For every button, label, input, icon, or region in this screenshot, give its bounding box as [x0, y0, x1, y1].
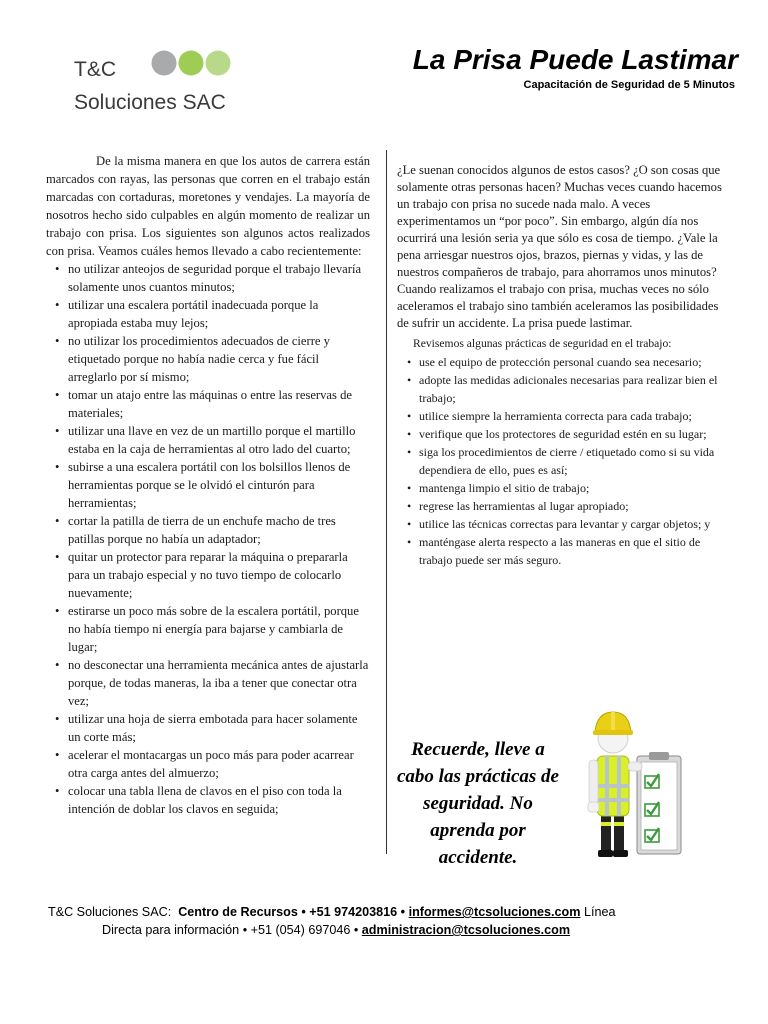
safety-practice-item: • regrese las herramientas al lugar apropiado; [397, 497, 727, 515]
logo-text-soluciones: Soluciones SAC [74, 91, 226, 114]
safety-practice-item: • verifique que los protectores de seguridad estén en su lugar; [397, 425, 727, 443]
footer-line-1 [48, 903, 615, 921]
column-divider [386, 150, 387, 854]
footer-company: T&C Soluciones SAC: [48, 905, 172, 919]
hurry-act-item: • subirse a una escalera portátil con los bolsillos llenos de herramientas porque se le olvidó el cinturón para herramientas; [46, 458, 370, 512]
logo-text-tc: T&C [74, 58, 116, 81]
footer-line-2 [102, 921, 570, 939]
hurry-act-item: • no utilizar los procedimientos adecuados de cierre y etiquetado porque no había nadie cerca y fue fácil arreglarlo por sí mismo; [46, 332, 370, 386]
safety-practice-item: • utilice siempre la herramienta correcta para cada trabajo; [397, 407, 727, 425]
page-title: La Prisa Puede Lastimar [412, 44, 738, 75]
safety-practice-item: • utilice las técnicas correctas para levantar y cargar objetos; y [397, 515, 727, 533]
footer-email-informes[interactable]: informes@tcsoluciones.com [408, 905, 581, 919]
hurry-act-item: • estirarse un poco más sobre de la escalera portátil, porque no había tiempo ni energía para bajarse y cambiarla de lugar; [46, 602, 370, 656]
practices-heading: Revisemos algunas prácticas de seguridad en el trabajo: [413, 337, 672, 350]
right-paragraph: ¿Le suenan conocidos algunos de estos casos? ¿O son cosas que solamente otras personas hacen? Muchas veces cuando hacemos un trabajo con prisa no sucede nada malo. A veces experimentamos un “por poco”. Sin embargo, algún día nos ocurrirá una lesión seria ya que sólo es cosa de tiempo. ¿Vale la pena arriesgar nuestros ojos, brazos, piernas y vidas, y las de nuestros compañeros de trabajo, para ahorramos unos minutos? Cuando realizamos el trabajo con prisa, muchas veces no sólo aceleramos el trabajo sino también aceleramos las posibilidades de sufrir un accidente. La prisa puede lastimar. [397, 163, 722, 330]
hurry-act-item: • no desconectar una herramienta mecánica antes de ajustarla porque, de todas maneras, la iba a tener que conectar otra vez; [46, 656, 370, 710]
footer-linea: Línea [583, 905, 616, 919]
hurry-act-item: • acelerar el montacargas un poco más para poder acarrear otra carga antes del almuerzo; [46, 746, 370, 782]
safety-practice-item: • adopte las medidas adicionales necesarias para realizar bien el trabajo; [397, 371, 727, 407]
intro-paragraph: De la misma manera en que los autos de carrera están marcados con rayas, las personas que corren en el trabajo están marcadas con cortaduras, moretones y vendajes. La mayoría de nosotros hecho sido culpables en algún momento de realizar un trabajo con prisa. Los siguientes son algunos actos realizados con prisa. Veamos cuáles hemos llevado a cabo recientemente: [46, 154, 370, 258]
safety-practices-list [397, 353, 727, 569]
hurry-act-item: • quitar un protector para reparar la máquina o prepararla para un trabajo especial y no tuvo tiempo de colocarlo nuevamente; [46, 548, 370, 602]
footer-centro: Centro de Recursos • +51 974203816 • [178, 905, 406, 919]
hurry-act-item: • utilizar una escalera portátil inadecuada porque la apropiada estaba muy lejos; [46, 296, 370, 332]
footer-email-administracion[interactable]: administracion@tcsoluciones.com [361, 923, 571, 937]
right-column [397, 162, 727, 569]
safety-practice-item: • siga los procedimientos de cierre / etiquetado como si su vida dependiera de ello, pues es así; [397, 443, 727, 479]
safety-practice-item: • manténgase alerta respecto a las maneras en que el sitio de trabajo puede ser más seguro. [397, 533, 727, 569]
hurry-act-item: • no utilizar anteojos de seguridad porque el trabajo llevaría solamente unos cuantos minutos; [46, 260, 370, 296]
logo-dots-icon [150, 48, 232, 78]
hurry-act-item: • colocar una tabla llena de clavos en el piso con toda la intención de doblar los clavos en seguida; [46, 782, 370, 818]
hurry-act-item: • utilizar una hoja de sierra embotada para hacer solamente un corte más; [46, 710, 370, 746]
footer-directa: Directa para información • +51 (054) 697046 • [102, 923, 359, 937]
hurry-act-item: • utilizar una llave en vez de un martillo porque el martillo estaba en la caja de herramientas al otro lado del cuarto; [46, 422, 370, 458]
hurry-act-item: • cortar la patilla de tierra de un enchufe macho de tres patillas porque no había un adaptador; [46, 512, 370, 548]
reminder-text: Recuerde, lleve a cabo las prácticas de seguridad. No aprenda por accidente. [396, 739, 559, 868]
safety-worker-checklist-icon [585, 708, 685, 860]
left-column [46, 152, 370, 818]
safety-practice-item: • mantenga limpio el sitio de trabajo; [397, 479, 727, 497]
hurry-acts-list [46, 260, 370, 818]
page-subtitle: Capacitación de Seguridad de 5 Minutos [523, 79, 735, 91]
hurry-act-item: • tomar un atajo entre las máquinas o entre las reservas de materiales; [46, 386, 370, 422]
safety-practice-item: • use el equipo de protección personal cuando sea necesario; [397, 353, 727, 371]
